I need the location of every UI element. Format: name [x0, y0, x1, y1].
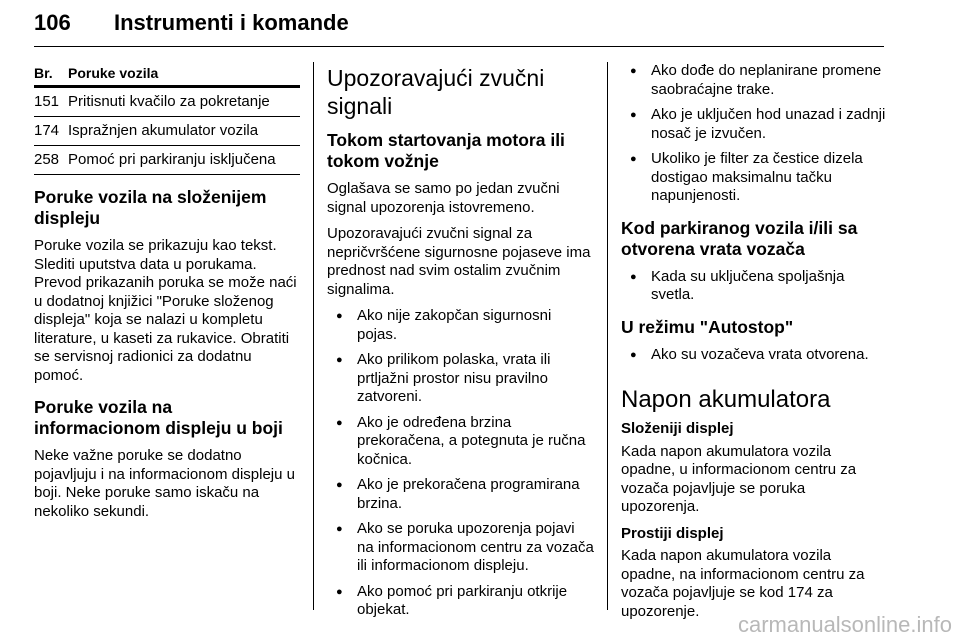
table-header-number: Br. [34, 62, 68, 87]
heading-complex-display-messages: Poruke vozila na složenijem displeju [34, 187, 267, 228]
table-cell-number: 174 [34, 117, 68, 146]
heading-autostop-mode: U režimu "Autostop" [621, 316, 794, 337]
column-right [621, 62, 887, 629]
heading-complex-display: Složeniji displej [621, 420, 734, 437]
list-item: ● Ukoliko je filter za čestice dizela dostigao maksimalnu tačku napunjenosti. [621, 150, 887, 206]
list-item: ● Kada su uključena spoljašnja svetla. [621, 268, 887, 305]
column-middle [327, 62, 595, 627]
heading-engine-start-driving: Tokom startovanja motora ili tokom vožnje [327, 130, 565, 171]
table-row [34, 117, 300, 146]
heading-color-display-messages: Poruke vozila na informacionom displeju u boji [34, 397, 283, 438]
list-item: ● Ako je određena brzina prekoračena, a potegnuta je ručna kočnica. [327, 414, 595, 470]
section-title-warning-chimes: Upozoravajući zvučni signali [327, 65, 545, 119]
heading-simple-display: Prostiji displej [621, 524, 724, 542]
paragraph-seatbelt-priority: Upozoravajući zvučni signal za nepričvršćene sigurnosne pojaseve ima prednost nad svim ostalim zvučnim signalima. [327, 225, 591, 298]
column-divider [607, 62, 608, 610]
table-cell-message: Pritisnuti kvačilo za pokretanje [68, 87, 300, 117]
list-item: ● Ako dođe do neplanirane promene saobraćajne trake. [621, 62, 887, 99]
paragraph-single-chime: Oglašava se samo po jedan zvučni signal upozorenja istovremeno. [327, 180, 560, 216]
table-cell-number: 258 [34, 146, 68, 175]
table-cell-message: Ispražnjen akumulator vozila [68, 117, 300, 146]
list-item: ● Ako nije zakopčan sigurnosni pojas. [327, 307, 595, 344]
table-cell-number: 151 [34, 87, 68, 117]
paragraph-complex-display-messages: Poruke vozila se prikazuju kao tekst. Slediti uputstva data u porukama. Prevod prikazanih poruka se može naći u dodatnoj knjižici "Poruke složenog displeja" koja se nalazi u kompletu literature, u kaseti za rukavice. Obratiti se servisnoj radionici za dodatnu pomoć. [34, 237, 297, 384]
list-item: ● Ako se poruka upozorenja pojavi na informacionom centru za vozača ili informacionom displeju. [327, 520, 595, 576]
list-item: ● Ako prilikom polaska, vrata ili prtljažni prostor nisu pravilno zatvoreni. [327, 351, 595, 407]
autostop-conditions-list [621, 346, 887, 365]
chime-conditions-list-continued [621, 62, 887, 206]
vehicle-messages-table [34, 62, 300, 175]
column-left [34, 62, 300, 529]
page-header [34, 8, 884, 47]
parked-conditions-list [621, 268, 887, 305]
list-item: ● Ako je uključen hod unazad i zadnji nosač je izvučen. [621, 106, 887, 143]
paragraph-color-display-messages: Neke važne poruke se dodatno pojavljuju i na informacionom displeju u boji. Neke poruke samo iskaču na nekoliko sekundi. [34, 447, 295, 520]
list-item: ● Ako pomoć pri parkiranju otkrije objekat. [327, 583, 595, 620]
table-row [34, 87, 300, 117]
paragraph-simple-display: Kada napon akumulatora vozila opadne, na informacionom centru za vozača pojavljuje se kod 174 za upozorenje. [621, 547, 865, 620]
list-item: ● Ako su vozačeva vrata otvorena. [621, 346, 887, 365]
heading-parked-vehicle: Kod parkiranog vozila i/ili sa otvorena vrata vozača [621, 217, 858, 259]
chime-conditions-list [327, 307, 595, 620]
watermark: carmanualsonline.info [737, 612, 952, 637]
chapter-title: Instrumenti i komande [114, 10, 349, 35]
table-cell-message: Pomoć pri parkiranju isključena [68, 146, 300, 175]
table-header-row [34, 62, 300, 87]
paragraph-complex-display: Kada napon akumulatora vozila opadne, u informacionom centru za vozača pojavljuje se poruka upozorenja. [621, 442, 857, 515]
list-item: ● Ako je prekoračena programirana brzina. [327, 476, 595, 513]
column-divider [313, 62, 314, 610]
page-number: 106 [34, 10, 71, 35]
table-header-message: Poruke vozila [68, 62, 300, 87]
section-title-battery-voltage: Napon akumulatora [621, 386, 831, 413]
table-row [34, 146, 300, 175]
